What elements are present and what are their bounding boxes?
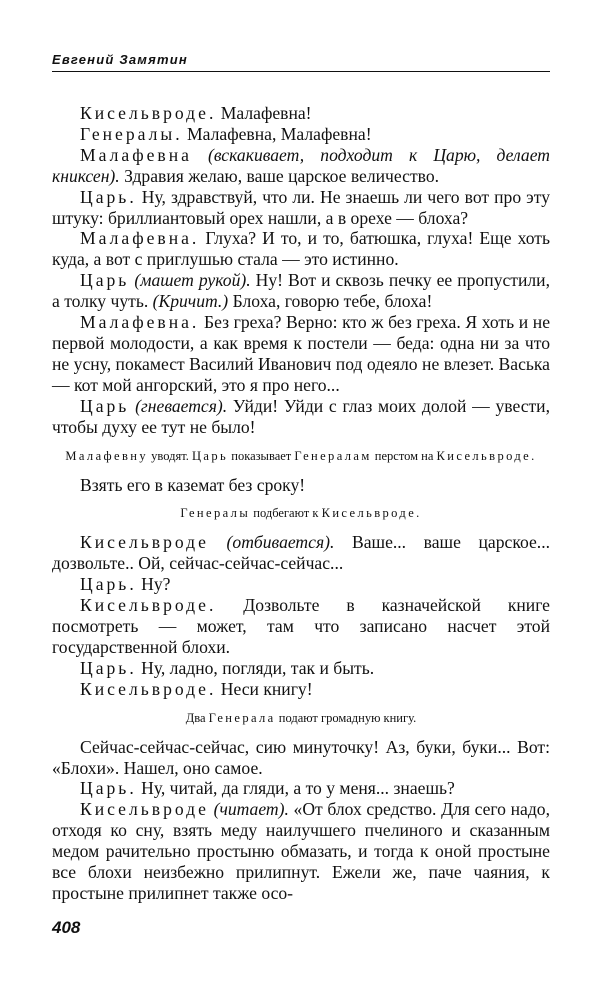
character-name: Малафевну: [65, 448, 149, 463]
speaker-name: Царь.: [80, 778, 137, 799]
speaker-name: Кисельвроде.: [80, 103, 217, 123]
character-name: Генералы: [180, 506, 251, 521]
header-rule: [52, 71, 550, 72]
speech-text: Ну?: [136, 574, 171, 595]
direction-text: Два: [185, 710, 209, 725]
stage-direction: (вскакивает, подходит к Царю, делает книксен).: [52, 144, 550, 186]
stage-direction: (машет рукой).: [129, 270, 251, 291]
speech-line: [52, 799, 550, 904]
speaker-name: Малафевна.: [80, 312, 200, 333]
speech-line: [52, 103, 550, 124]
speech-line: [52, 228, 550, 270]
stage-direction: (читает).: [208, 799, 289, 820]
speech-text: Взять его в каземат без сроку!: [80, 474, 306, 495]
speech-text: Сейчас-сейчас-сейчас, сию минуточку! Аз, буки, буки... Вот: «Блохи». Нашел, оно самое.: [52, 736, 550, 778]
speaker-name: Царь.: [80, 574, 137, 595]
speech-line: [52, 737, 550, 779]
speaker-name: Царь: [80, 270, 130, 291]
character-name: Царь: [191, 448, 229, 463]
speech-text: Ну, ладно, погляди, так и быть.: [136, 657, 375, 678]
stage-direction: (гневается).: [129, 395, 228, 416]
speaker-name: Генералы.: [80, 123, 183, 144]
speech-text: Ну! Вот и сквозь печку ее пропустили, а толку чуть.: [52, 270, 550, 312]
page-number: 408: [52, 918, 81, 937]
speaker-name: Царь.: [80, 657, 137, 678]
speech-line: [52, 574, 550, 595]
stage-direction: (Кричит.): [148, 291, 229, 312]
speech-line: [52, 595, 550, 658]
speech-line: [52, 778, 550, 799]
speech-line: [52, 532, 550, 574]
speech-text: Малафевна!: [216, 103, 312, 123]
speaker-name: Кисельвроде.: [80, 595, 217, 616]
direction-text: показывает: [228, 448, 295, 463]
speech-line: [52, 679, 550, 700]
speech-text: Малафевна, Малафевна!: [182, 123, 372, 144]
speech-line: [52, 312, 550, 396]
speech-text: Ваше... ваше царское... дозвольте.. Ой, сейчас-сейчас-сейчас...: [52, 532, 550, 574]
speech-line: [52, 145, 550, 187]
character-name: Кисельвроде.: [321, 506, 422, 521]
character-name: Генералам: [294, 448, 372, 463]
stage-direction-block: [52, 709, 550, 727]
speech-line: [52, 187, 550, 229]
running-header: [52, 51, 550, 69]
speech-text: Блоха, говорю тебе, блоха!: [228, 291, 433, 312]
speaker-name: Малафевна: [80, 144, 192, 165]
speech-text: Без греха? Верно: кто ж без греха. Я хоть и не первой молодости, а как время к постели — беда: одна ни за что не усну, покамест Василий Иванович под одеяло не влезет. Васька — кот мой ангорский, это я про него...: [52, 312, 550, 395]
speech-text: Ну, здравствуй, что ли. Не знаешь ли чего вот про эту штуку: бриллиантовый орех нашли, а в орехе — блоха?: [52, 186, 550, 228]
speech-line: [52, 124, 550, 145]
character-name: Кисельвроде.: [436, 448, 537, 463]
speaker-name: Малафевна.: [80, 228, 200, 249]
stage-direction: (отбивается).: [208, 532, 335, 553]
speech-line: [52, 270, 550, 312]
stage-direction-block: [52, 447, 550, 465]
author-name: Евгений Замятин: [52, 52, 188, 67]
speech-line: [52, 396, 550, 438]
speaker-name: Царь: [80, 395, 130, 416]
speech-text: Ну, читай, да гляди, а то у меня... знаешь?: [136, 778, 455, 799]
speaker-name: Кисельвроде.: [80, 678, 217, 699]
speech-text: Уйди! Уйди с глаз моих долой — увести, чтобы духу ее тут не было!: [52, 395, 551, 437]
speech-text: Глуха? И то, и то, батюшка, глуха! Еще хоть куда, а вот с приглушью стала — это истинно.: [52, 228, 550, 270]
direction-text: подбегают к: [250, 506, 322, 521]
speaker-name: Кисельвроде: [80, 799, 209, 820]
speech-text: Дозвольте в казначейской книге посмотреть — может, там что записано насчет этой государственной блохи.: [52, 595, 550, 657]
speech-line: [52, 658, 550, 679]
speech-text: Неси книгу!: [216, 678, 313, 699]
character-name: Генерала: [208, 710, 276, 725]
stage-direction-block: [52, 504, 550, 522]
speech-text: «От блох средство. Для сего надо, отходя ко сну, взять меду наилучшего пчелиного и сказанным медом рачительно простыню обмазать, и тогда к оной простыне все блохи неизбежно прилипнут. Ежели же, паче чаяния, к простыне прилипнет также осо-: [52, 799, 550, 903]
direction-text: подают громадную книгу.: [275, 710, 417, 725]
speaker-name: Царь.: [80, 186, 137, 207]
direction-text: уводят.: [148, 448, 192, 463]
direction-text: перстом на: [371, 448, 437, 463]
speech-line: [52, 475, 550, 496]
speaker-name: Кисельвроде: [80, 532, 209, 553]
speech-text: Здравия желаю, ваше царское величество.: [119, 165, 440, 186]
page-body: [52, 103, 550, 904]
